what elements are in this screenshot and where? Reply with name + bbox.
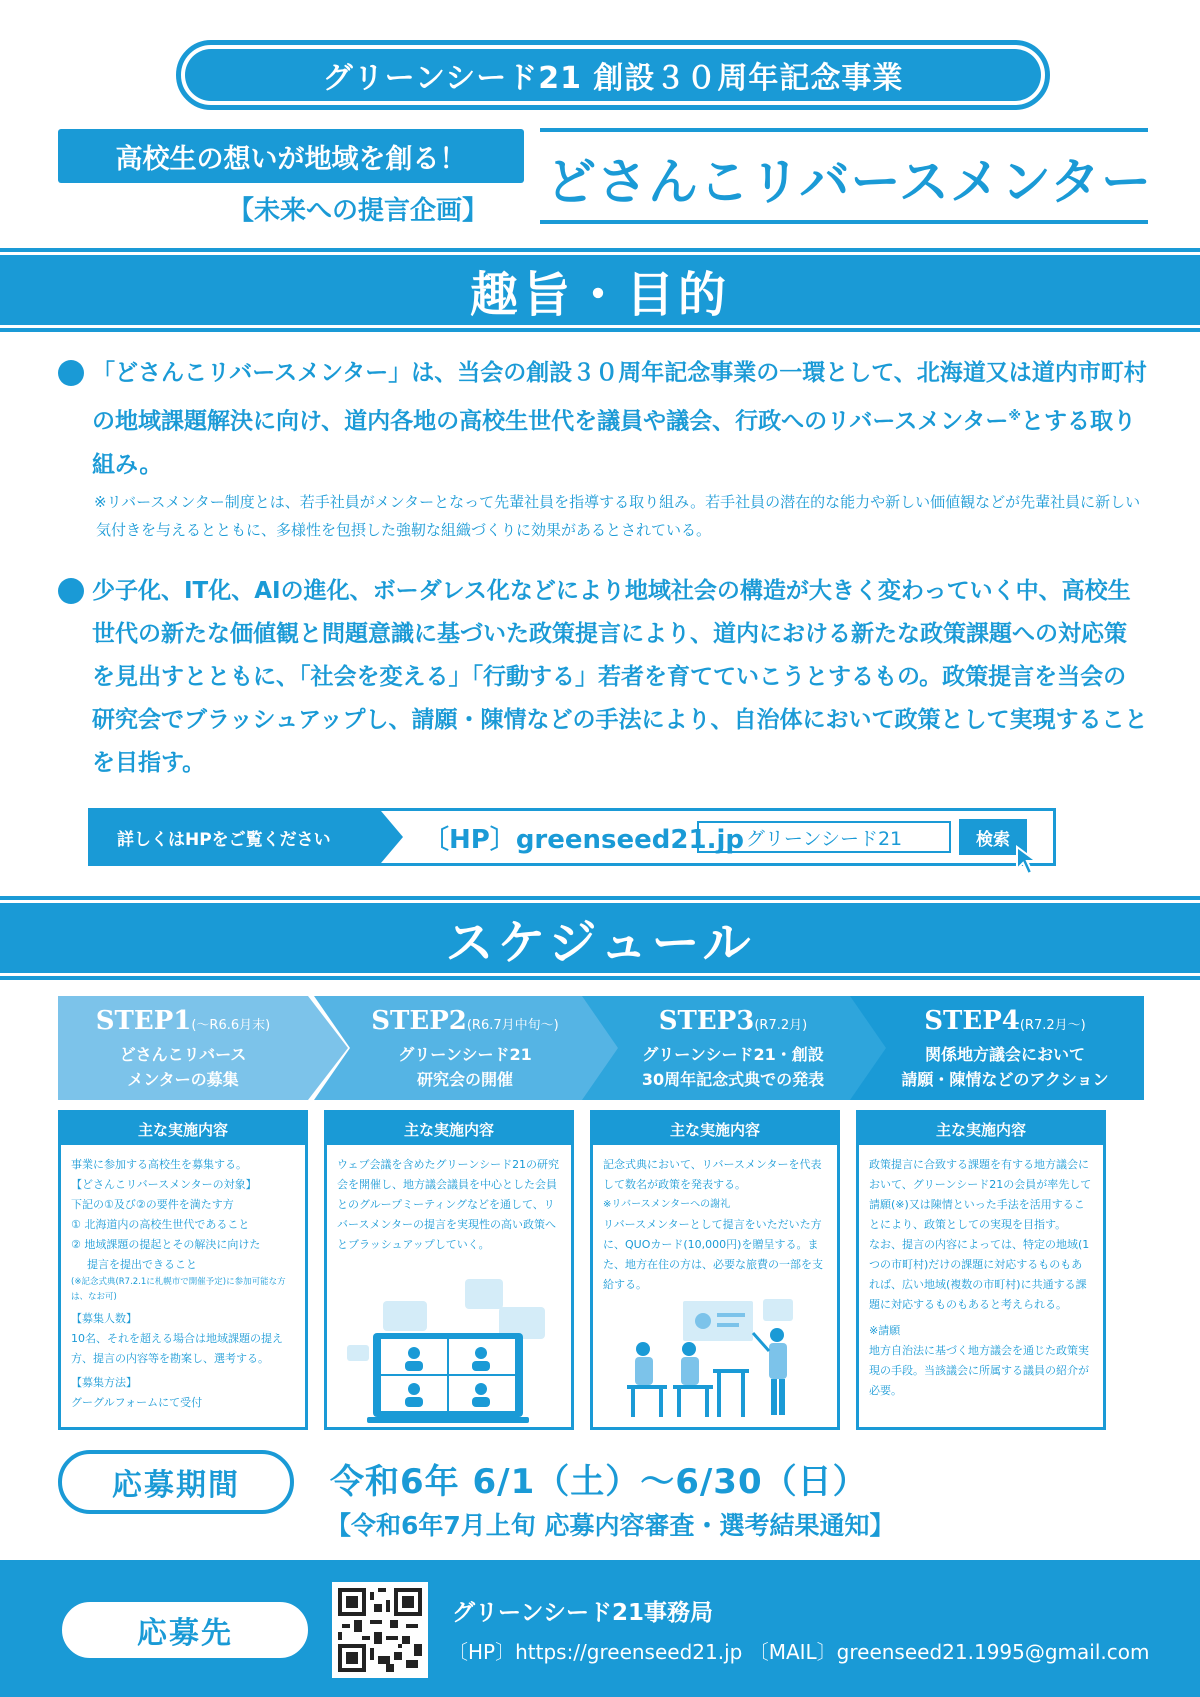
presentation-illustration	[613, 1293, 823, 1423]
step4-box-head: 主な実施内容	[859, 1113, 1103, 1145]
step2-desc-1: グリーンシード21	[398, 1045, 532, 1064]
reverse-mentor-note: ※リバースメンター制度とは、若手社員がメンターとなって先輩社員を指導する取り組み。若手社員の潜在的な能力や新しい価値観などが先輩社員に新しい気付きを与えるとともに、多様性を包摂した強靭な組織づくりに効果があるとされている。	[94, 493, 1141, 539]
step4-header	[850, 996, 1144, 1100]
step4-box	[856, 1110, 1106, 1430]
purpose-paragraph-2	[58, 570, 1148, 785]
step2-line: ウェブ会議を含めたグリーンシード21の研究会を開催し、地方議会議員を中心とした会員とのグループミーティングなどを通して、リバースメンターの提言を実現性の高い政策へとブラッシュアップしていく。	[337, 1158, 560, 1251]
contact-label: 応募先	[58, 1598, 312, 1662]
step1-line: 【どさんこリバースメンターの対象】	[71, 1178, 257, 1191]
step3-label: STEP3	[658, 1006, 755, 1036]
para1-text: 「どさんこリバースメンター」は、当会の創設３０周年記念事業の一環として、北海道又は道内市町村の地域課題解決に向け、道内各地の高校生世代を議員や議会、行政へのリバースメンター	[92, 360, 1147, 435]
step2-header	[314, 996, 628, 1100]
step1-line: 【募集人数】	[71, 1312, 137, 1325]
period-label: 応募期間	[58, 1450, 294, 1514]
step3-line: リバースメンターとして提言をいただいた方に、QUOカード(10,000円)を贈呈する。また、地方在住の方は、必要な旅費の一部を支給する。	[603, 1218, 823, 1291]
step4-line: ※請願	[869, 1324, 901, 1337]
step1-label: STEP1	[95, 1006, 192, 1036]
step3-box-head: 主な実施内容	[593, 1113, 837, 1145]
step4-line: 地方自治法に基づく地方議会を通じた政策実現の手段。当該議会に所属する議員の紹介が必要。	[869, 1344, 1089, 1397]
para1-tail: とする取り組み。	[92, 408, 1136, 478]
step1-line: 提言を提出できること	[87, 1258, 197, 1271]
purpose-heading: 趣旨・目的	[0, 252, 1200, 328]
search-input[interactable]: グリーンシード21	[697, 821, 951, 853]
note-mark: ※	[1008, 409, 1021, 424]
step2-period: (R6.7月中旬～)	[466, 1018, 559, 1033]
step2-box-head: 主な実施内容	[327, 1113, 571, 1145]
purpose-band	[0, 248, 1200, 332]
schedule-band	[0, 896, 1200, 980]
step1-line: 事業に参加する高校生を募集する。	[71, 1158, 247, 1171]
step3-header	[582, 996, 896, 1100]
qr-code[interactable]	[332, 1582, 428, 1678]
step4-desc-2: 請願・陳情などのアクション	[901, 1070, 1109, 1089]
title-rule-bottom	[540, 220, 1148, 224]
step2-label: STEP2	[371, 1006, 467, 1036]
bullet-icon	[58, 578, 84, 604]
contact-details[interactable]: 〔HP〕https://greenseed21.jp 〔MAIL〕greenseed21.1995@gmail.com	[448, 1640, 1150, 1664]
hp-label: 詳しくはHPをご覧ください	[91, 811, 381, 863]
step3-box	[590, 1110, 840, 1430]
step1-line: ② 地域課題の提起とその解決に向けた	[71, 1238, 261, 1251]
step1-line: 下記の①及び②の要件を満たす方	[71, 1198, 234, 1211]
step3-line: ※リバースメンターへの謝礼	[603, 1199, 731, 1210]
step1-header	[58, 996, 348, 1100]
catch-copy: 高校生の想いが地域を創る！	[58, 129, 524, 183]
contact-footer	[0, 1560, 1200, 1697]
step1-line: 【募集方法】	[71, 1376, 137, 1389]
step1-line: (※記念式典(R7.2.1に札幌市で開催予定)に参加可能な方は、なお可)	[71, 1277, 286, 1302]
step2-desc-2: 研究会の開催	[416, 1070, 513, 1089]
step4-desc-1: 関係地方議会において	[924, 1045, 1085, 1064]
step4-line: 政策提言に合致する課題を有する地方議会において、グリーンシード21の会員が率先して請願(※)又は陳情といった手法を活用することにより、政策としての実現を目指す。	[869, 1158, 1092, 1231]
step1-desc-2: メンターの募集	[127, 1070, 239, 1089]
step1-box-head: 主な実施内容	[61, 1113, 305, 1145]
event-title: グリーンシード21 創設３０周年記念事業	[185, 49, 1041, 101]
step1-line: ① 北海道内の高校生世代であること	[71, 1218, 250, 1231]
period-dates: 令和6年 6/1（土）～6/30（日）	[330, 1462, 868, 1502]
hp-arrow-icon	[381, 811, 403, 863]
step1-period: (～R6.6月末)	[191, 1018, 271, 1033]
title-rule-top	[540, 128, 1148, 132]
office-name: グリーンシード21事務局	[452, 1600, 713, 1626]
catch-sub: 【未来への提言企画】	[228, 196, 489, 226]
step1-desc-1: どさんこリバース	[119, 1045, 247, 1064]
step4-label: STEP4	[924, 1006, 1020, 1036]
step2-box	[324, 1110, 574, 1430]
step1-line: グーグルフォームにて受付	[71, 1396, 203, 1409]
step3-desc-1: グリーンシード21・創設	[642, 1045, 824, 1064]
step3-period: (R7.2月)	[754, 1018, 808, 1033]
search-button[interactable]: 検索	[959, 819, 1027, 855]
event-title-pill	[176, 40, 1050, 110]
step4-line: なお、提言の内容によっては、特定の地域(1つの市町村)だけの課題に対応するものもあれば、広い地域(複数の市町村)に共通する課題に対応するものもあると考えられる。	[869, 1238, 1090, 1311]
step3-desc-2: 30周年記念式典での発表	[641, 1070, 825, 1089]
period-note: 【令和6年7月上旬 応募内容審査・選考結果通知】	[326, 1511, 895, 1540]
hp-url[interactable]: 〔HP〕greenseed21.jp	[423, 825, 744, 855]
step3-line: 記念式典において、リバースメンターを代表して数名が政策を発表する。	[603, 1158, 822, 1191]
cursor-icon	[1015, 845, 1045, 877]
video-meeting-illustration	[347, 1275, 557, 1425]
bullet-icon	[58, 360, 84, 386]
step1-line: 10名、それを超える場合は地域課題の提え方、提言の内容等を勘案し、選考する。	[71, 1332, 283, 1365]
hp-bar	[88, 808, 1056, 866]
purpose-paragraph-1	[58, 352, 1148, 487]
para2-text: 少子化、IT化、AIの進化、ボーダレス化などにより地域社会の構造が大きく変わっていく中、高校生世代の新たな価値観と問題意識に基づいた政策提言により、道内における新たな政策課題への対応策を見出すとともに、「社会を変える」「行動する」若者を育てていこうとするもの。政策提言を当会の研究会でブラッシュアップし、請願・陳情などの手法により、自治体において政策として実現することを目指す。	[92, 578, 1148, 776]
schedule-heading: スケジュール	[0, 900, 1200, 976]
step4-period: (R7.2月～)	[1019, 1018, 1086, 1033]
program-title: どさんこリバースメンター	[546, 153, 1152, 211]
step1-box	[58, 1110, 308, 1430]
